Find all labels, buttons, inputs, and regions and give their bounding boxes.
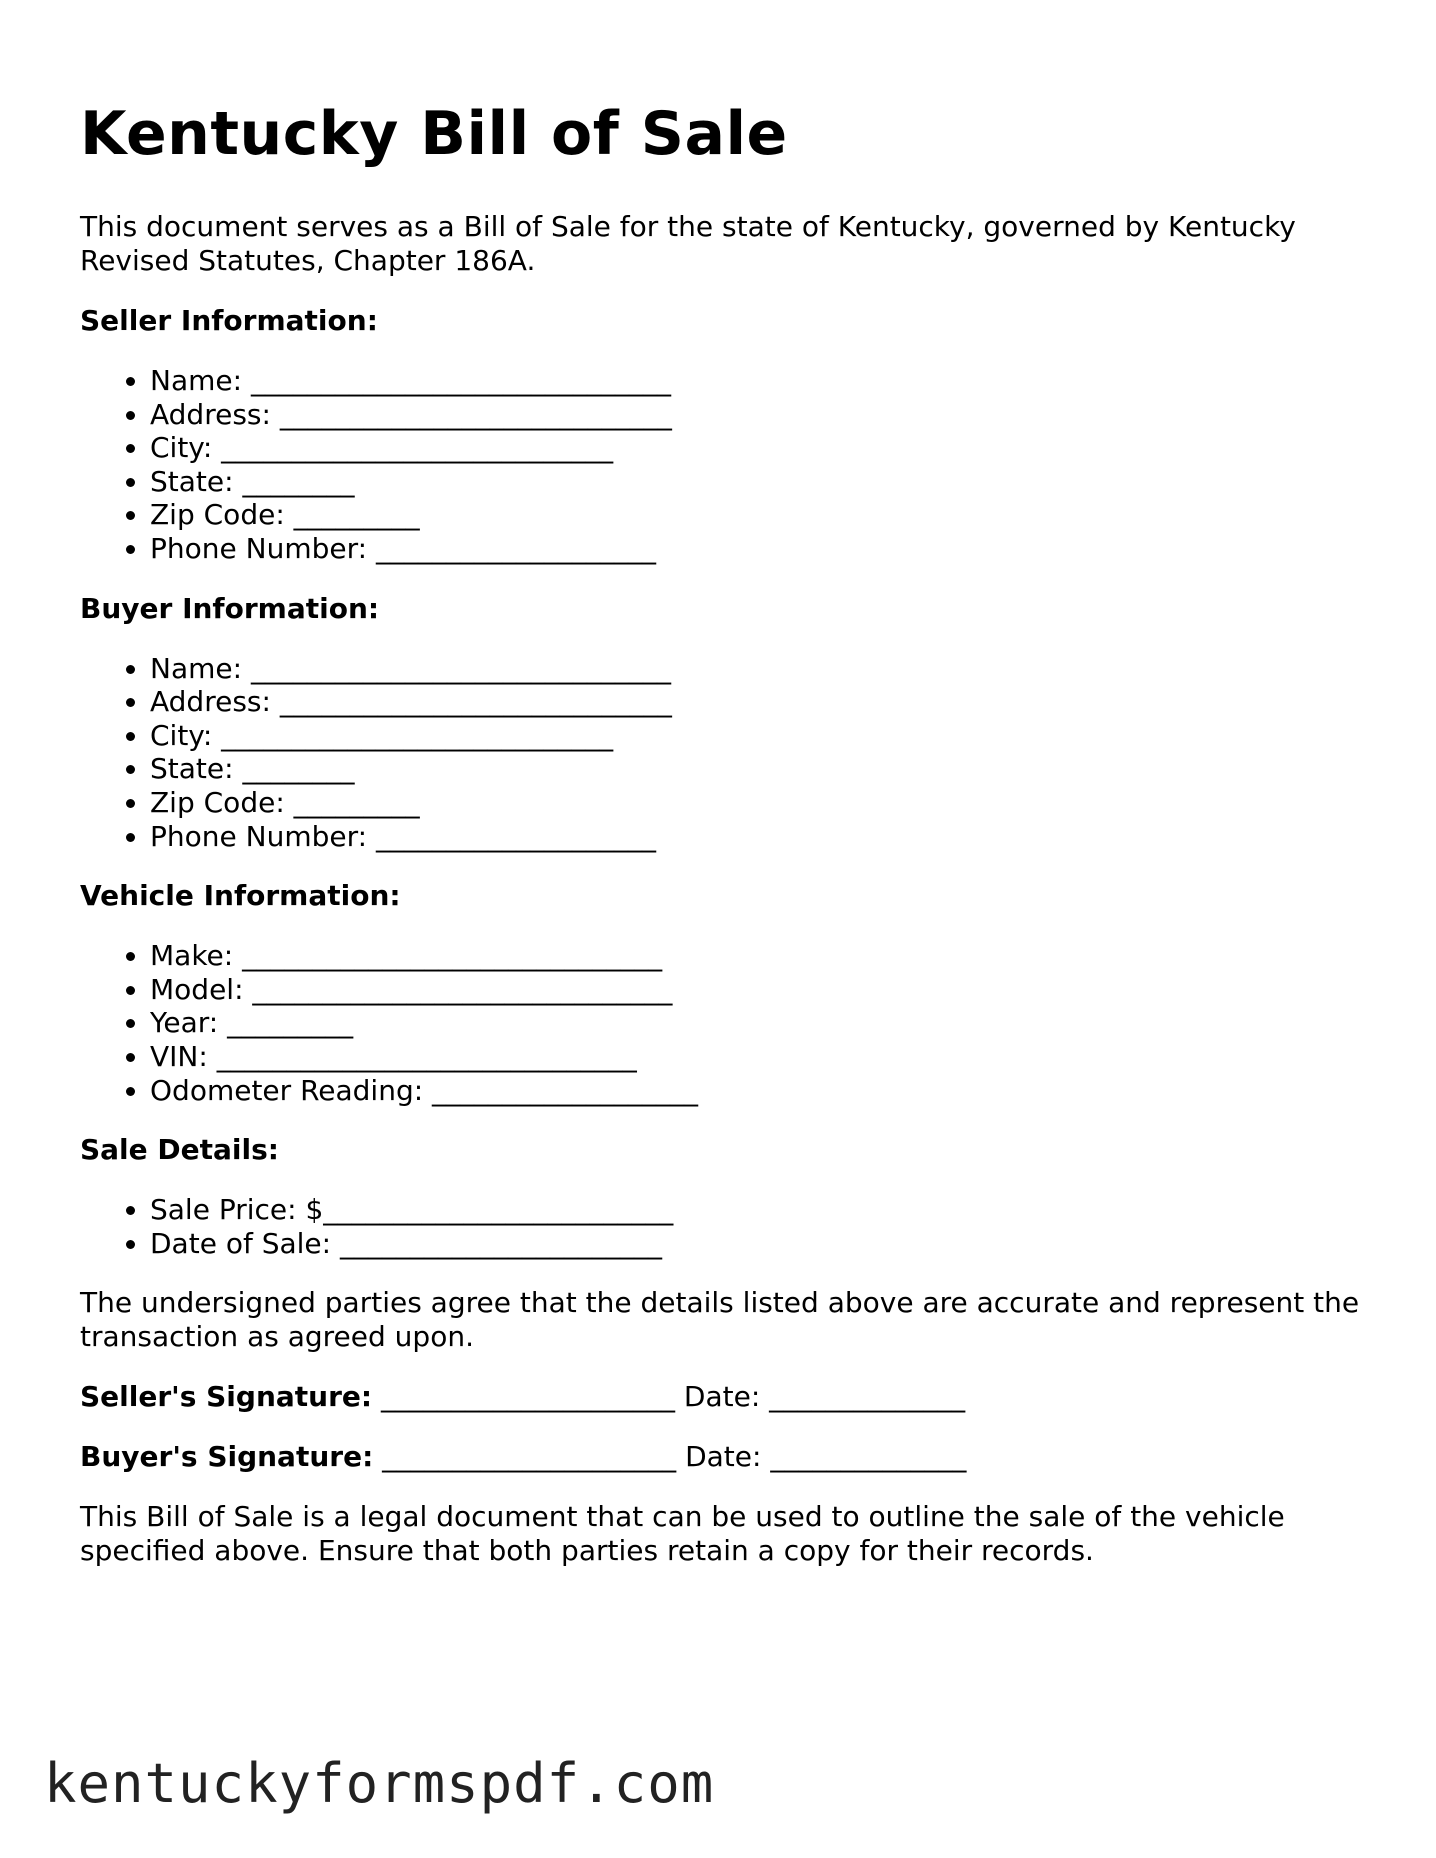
buyer-zip-field: • Zip Code: _________ bbox=[150, 786, 1370, 820]
seller-address-field: • Address: ____________________________ bbox=[150, 398, 1370, 432]
buyer-section-heading: Buyer Information: bbox=[80, 591, 380, 625]
document bbox=[80, 98, 1370, 1568]
sale-fields-list bbox=[80, 1193, 1370, 1260]
buyer-phone-field: • Phone Number: ____________________ bbox=[150, 820, 1370, 854]
seller-section-heading: Seller Information: bbox=[80, 304, 378, 337]
buyer-city-field: • City: ____________________________ bbox=[150, 719, 1370, 753]
buyer-address-field: • Address: ____________________________ bbox=[150, 685, 1370, 719]
buyer-state-field: • State: ________ bbox=[150, 752, 1370, 786]
seller-city-field: • City: ____________________________ bbox=[150, 431, 1370, 465]
vehicle-odometer-field: • Odometer Reading: ___________________ bbox=[150, 1074, 1370, 1108]
seller-zip-field: • Zip Code: _________ bbox=[150, 498, 1370, 532]
vehicle-model-field: • Model: ______________________________ bbox=[150, 973, 1370, 1007]
vehicle-year-field: • Year: _________ bbox=[150, 1006, 1370, 1040]
seller-signature-label: Seller's Signature: bbox=[80, 1380, 373, 1414]
buyer-name-field: • Name: ______________________________ bbox=[150, 652, 1370, 686]
buyer-signature-label: Buyer's Signature: bbox=[80, 1440, 374, 1474]
page-title: Kentucky Bill of Sale bbox=[80, 99, 788, 169]
seller-signature-line bbox=[80, 1380, 1370, 1414]
closing-paragraph: This Bill of Sale is a legal document that can be used to outline the sale of the vehicle specified above. Ensure that both parties retain a copy for their records. bbox=[80, 1500, 1285, 1568]
vehicle-section-heading: Vehicle Information: bbox=[80, 879, 401, 913]
buyer-signature-blanks: _____________________ Date: ______________ bbox=[373, 1440, 967, 1474]
vehicle-fields-list bbox=[80, 939, 1370, 1107]
vehicle-make-field: • Make: ______________________________ bbox=[150, 939, 1370, 973]
agreement-paragraph: The undersigned parties agree that the details listed above are accurate and represent the transaction as agreed upon. bbox=[80, 1286, 1360, 1354]
seller-name-field: • Name: ______________________________ bbox=[150, 364, 1370, 398]
sale-date-field: • Date of Sale: _______________________ bbox=[150, 1227, 1370, 1261]
intro-paragraph: This document serves as a Bill of Sale for the state of Kentucky, governed by Kentucky Revised Statutes, Chapter 186A. bbox=[80, 210, 1296, 277]
buyer-signature-line bbox=[80, 1440, 1370, 1474]
sale-price-field: • Sale Price: $_________________________ bbox=[150, 1193, 1370, 1227]
vehicle-vin-field: • VIN: ______________________________ bbox=[150, 1040, 1370, 1074]
site-watermark: kentuckyformspdf.com bbox=[44, 1752, 715, 1815]
seller-fields-list bbox=[80, 364, 1370, 566]
buyer-fields-list bbox=[80, 652, 1370, 854]
seller-state-field: • State: ________ bbox=[150, 465, 1370, 499]
seller-phone-field: • Phone Number: ____________________ bbox=[150, 532, 1370, 566]
sale-section-heading: Sale Details: bbox=[80, 1133, 279, 1167]
seller-signature-blanks: _____________________ Date: ______________ bbox=[372, 1380, 966, 1414]
